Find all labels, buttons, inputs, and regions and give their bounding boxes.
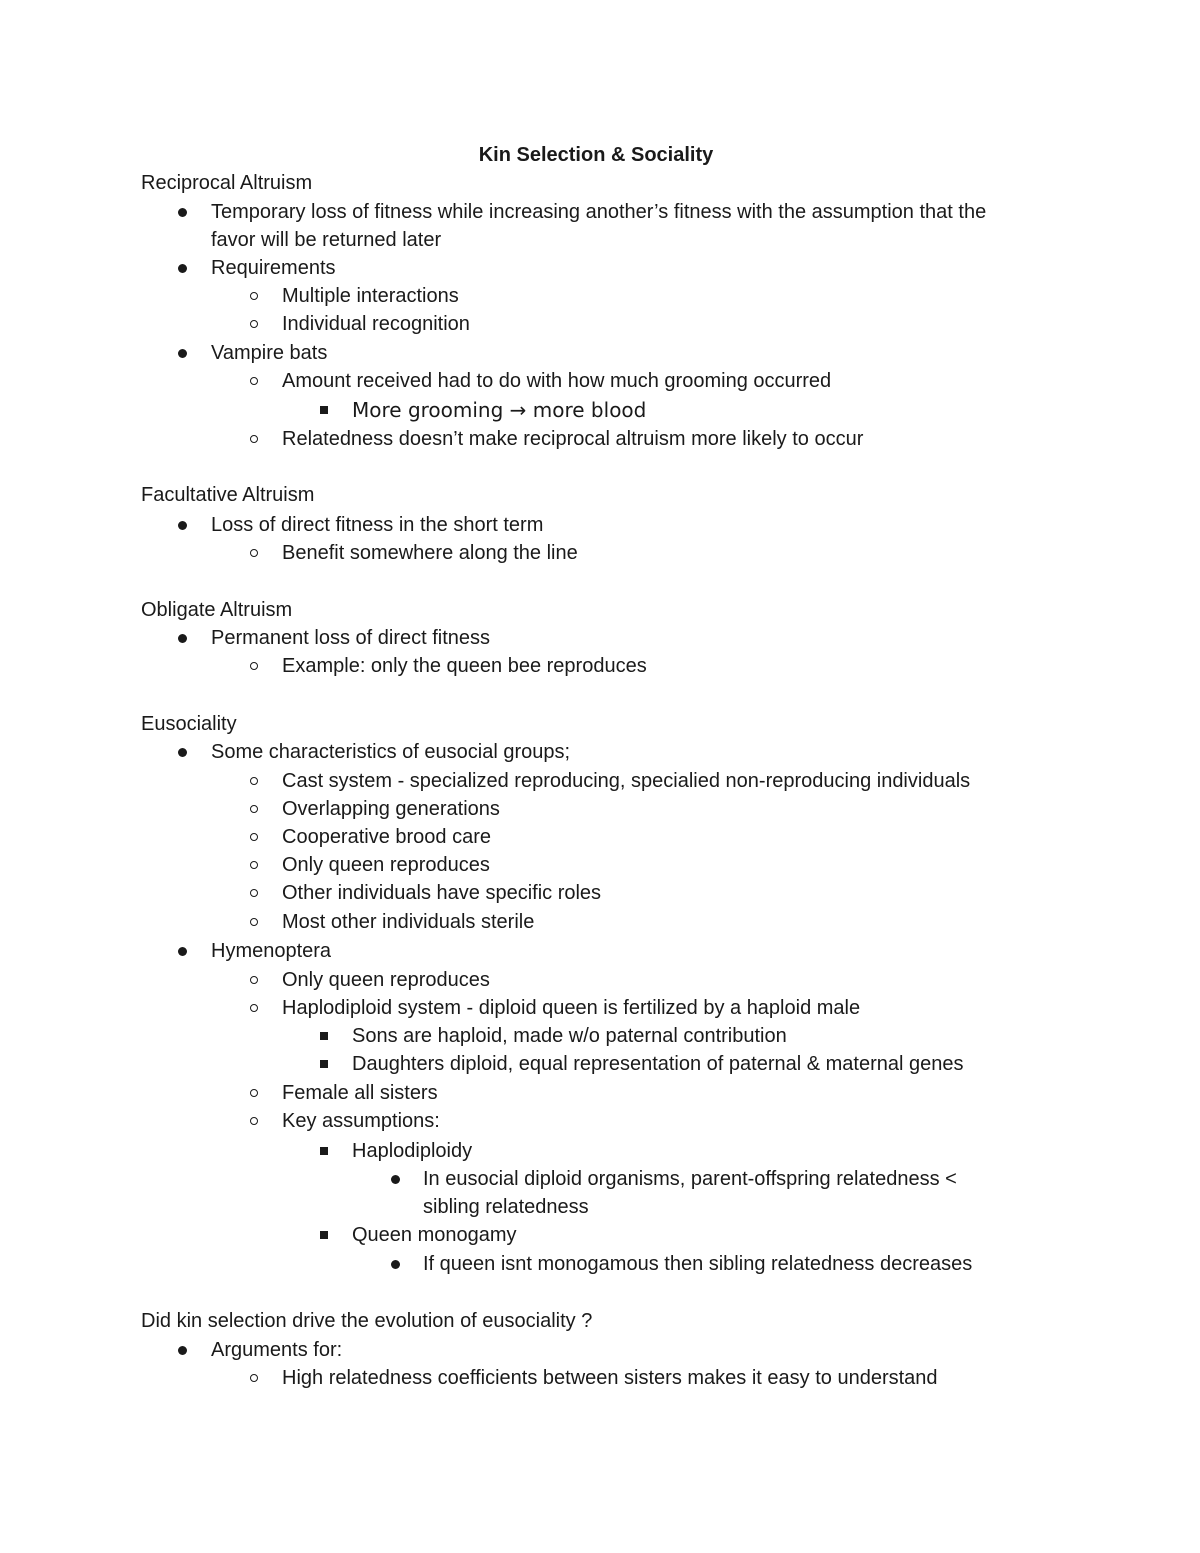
list-item: Arguments for: [211,1339,343,1361]
list-item-continuation: favor will be returned later [211,229,442,251]
disc-bullet-icon [178,947,187,956]
list-item: More grooming → more blood [352,398,647,422]
disc-bullet-icon [178,349,187,358]
section-heading-obligate-altruism: Obligate Altruism [141,599,293,621]
list-item: Temporary loss of fitness while increasing another’s fitness with the assumption that the [211,201,987,223]
square-bullet-icon [320,1147,328,1155]
list-item: Only queen reproduces [282,854,490,876]
circle-bullet-icon [250,1374,258,1382]
disc-bullet-icon [178,1346,187,1355]
section-heading-facultative-altruism: Facultative Altruism [141,484,315,506]
circle-bullet-icon [250,435,258,443]
list-item: Cooperative brood care [282,826,492,848]
disc-bullet-icon [178,521,187,530]
list-item: Amount received had to do with how much grooming occurred [282,370,832,392]
disc-bullet-icon [178,748,187,757]
list-item: Overlapping generations [282,798,500,820]
list-item: Sons are haploid, made w/o paternal contribution [352,1025,787,1047]
circle-bullet-icon [250,1089,258,1097]
circle-bullet-icon [250,805,258,813]
section-heading-reciprocal-altruism: Reciprocal Altruism [141,172,313,194]
list-item: Example: only the queen bee reproduces [282,655,647,677]
disc-bullet-icon [391,1175,400,1184]
list-item: Hymenoptera [211,940,332,962]
disc-bullet-icon [178,634,187,643]
circle-bullet-icon [250,777,258,785]
disc-bullet-icon [391,1260,400,1269]
list-item: Individual recognition [282,313,470,335]
list-item: High relatedness coefficients between sisters makes it easy to understand [282,1367,938,1389]
list-item: Loss of direct fitness in the short term [211,514,544,536]
list-item: Multiple interactions [282,285,459,307]
circle-bullet-icon [250,1004,258,1012]
section-heading-eusociality: Eusociality [141,713,237,735]
list-item: Other individuals have specific roles [282,882,602,904]
page-title: Kin Selection & Sociality [478,144,714,166]
list-item: Only queen reproduces [282,969,490,991]
list-item: Permanent loss of direct fitness [211,627,491,649]
list-item: In eusocial diploid organisms, parent-offspring relatedness < [423,1168,957,1190]
list-item: Cast system - specialized reproducing, specialied non-reproducing individuals [282,770,971,792]
list-item: Key assumptions: [282,1110,440,1132]
section-heading-kin-selection-question: Did kin selection drive the evolution of eusociality ? [141,1310,593,1332]
square-bullet-icon [320,1060,328,1068]
circle-bullet-icon [250,662,258,670]
square-bullet-icon [320,1032,328,1040]
circle-bullet-icon [250,861,258,869]
list-item: Haplodiploidy [352,1140,473,1162]
circle-bullet-icon [250,833,258,841]
square-bullet-icon [320,406,328,414]
disc-bullet-icon [178,264,187,273]
circle-bullet-icon [250,976,258,984]
list-item: Most other individuals sterile [282,911,535,933]
list-item: Vampire bats [211,342,328,364]
list-item-continuation: sibling relatedness [423,1196,589,1218]
circle-bullet-icon [250,1117,258,1125]
list-item: Relatedness doesn’t make reciprocal altruism more likely to occur [282,428,864,450]
circle-bullet-icon [250,889,258,897]
circle-bullet-icon [250,292,258,300]
list-item: Daughters diploid, equal representation of paternal & maternal genes [352,1053,964,1075]
disc-bullet-icon [178,208,187,217]
circle-bullet-icon [250,320,258,328]
list-item: Queen monogamy [352,1224,517,1246]
circle-bullet-icon [250,918,258,926]
list-item: Female all sisters [282,1082,438,1104]
list-item: If queen isnt monogamous then sibling relatedness decreases [423,1253,973,1275]
circle-bullet-icon [250,549,258,557]
list-item: Requirements [211,257,336,279]
square-bullet-icon [320,1231,328,1239]
circle-bullet-icon [250,377,258,385]
list-item: Some characteristics of eusocial groups; [211,741,571,763]
list-item: Haplodiploid system - diploid queen is fertilized by a haploid male [282,997,861,1019]
list-item: Benefit somewhere along the line [282,542,578,564]
